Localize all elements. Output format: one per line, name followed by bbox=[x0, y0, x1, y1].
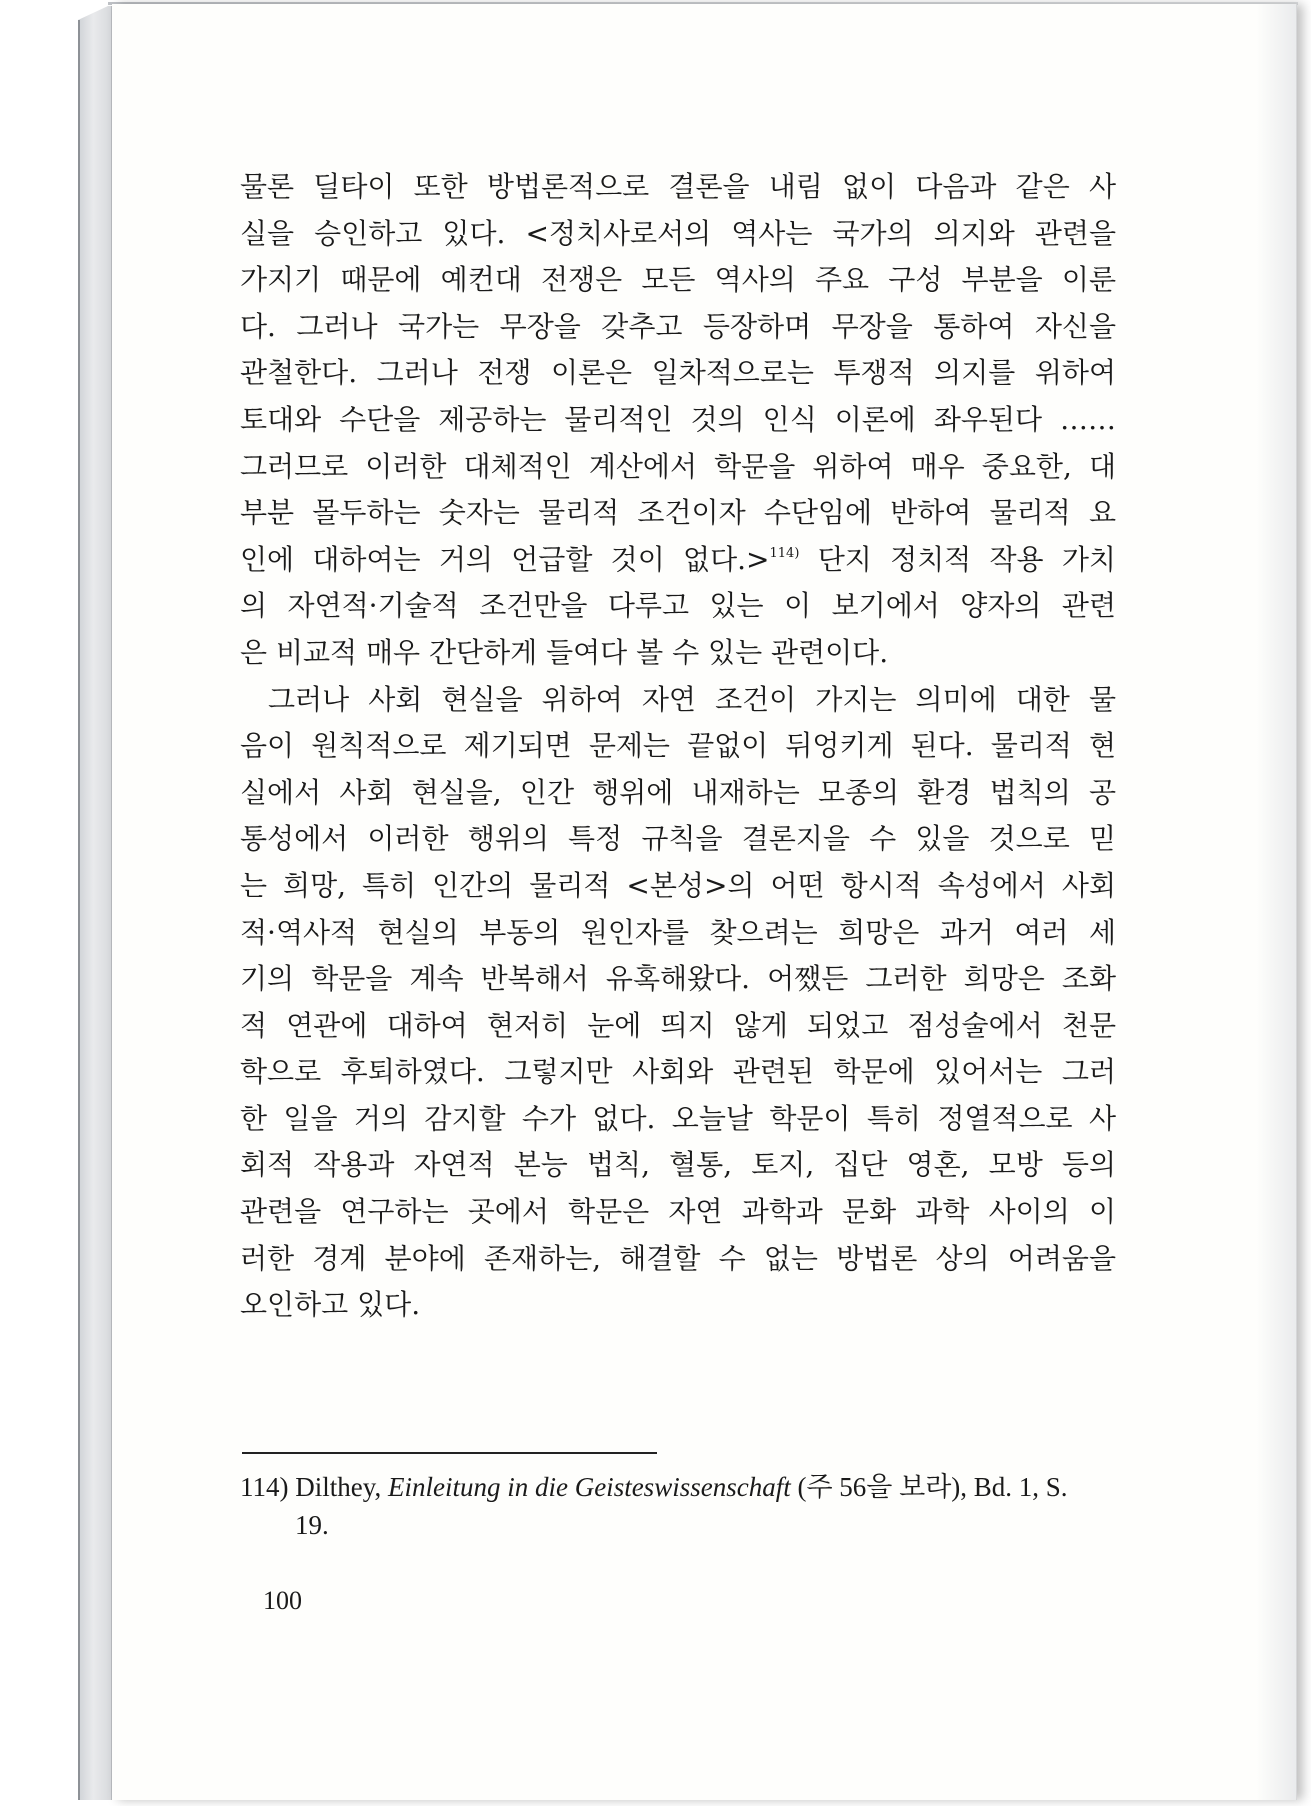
footnote-details: (주 56을 보라), Bd. 1, S. bbox=[797, 1472, 1068, 1502]
text-line: 는 희망, 특히 인간의 물리적 <본성>의 어떤 항시적 속성에서 사회 bbox=[240, 868, 1116, 902]
text-line-last: 오인하고 있다. bbox=[240, 1288, 421, 1322]
text-line: 관련을 연구하는 곳에서 학문은 자연 과학과 문화 과학 사이의 이 bbox=[240, 1195, 1116, 1229]
text-line: 가지기 때문에 예컨대 전쟁은 모든 역사의 주요 구성 부분을 이룬 bbox=[240, 263, 1116, 297]
text-line-indented: 그러나 사회 현실을 위하여 자연 조건이 가지는 의미에 대한 물 bbox=[268, 682, 1116, 716]
text-line-last: 은 비교적 매우 간단하게 들여다 볼 수 있는 관련이다. bbox=[240, 635, 889, 669]
footnote-line bbox=[240, 1468, 1116, 1506]
text-line: 음이 원칙적으로 제기되면 문제는 끝없이 뒤엉키게 된다. 물리적 현 bbox=[240, 729, 1116, 763]
text-line: 그러므로 이러한 대체적인 계산에서 학문을 위하여 매우 중요한, 대 bbox=[240, 449, 1116, 483]
footnote-number: 114) bbox=[240, 1472, 289, 1502]
text-line: 학으로 후퇴하였다. 그렇지만 사회와 관련된 학문에 있어서는 그러 bbox=[240, 1055, 1116, 1089]
body-text bbox=[240, 164, 1116, 1329]
text-line: 물론 딜타이 또한 방법론적으로 결론을 내림 없이 다음과 같은 사 bbox=[240, 170, 1116, 203]
footnote-title: Einleitung in die Geisteswissenschaft bbox=[387, 1472, 791, 1502]
text-line: 토대와 수단을 제공하는 물리적인 것의 인식 이론에 좌우된다 …… bbox=[240, 402, 1116, 436]
text-line: 실에서 사회 현실을, 인간 행위에 내재하는 모종의 환경 법칙의 공 bbox=[240, 775, 1116, 809]
book-spine bbox=[78, 6, 112, 1800]
text-line-with-footnote-ref bbox=[240, 537, 1116, 584]
text-before-ref: 인에 대하여는 거의 언급할 것이 없다.> bbox=[240, 542, 770, 576]
text-line: 적 연관에 대하여 현저히 눈에 띄지 않게 되었고 점성술에서 천문 bbox=[240, 1008, 1116, 1042]
page-edge-shadow bbox=[1256, 4, 1296, 1800]
footnote-separator bbox=[242, 1452, 657, 1454]
paragraph-1 bbox=[240, 164, 1116, 677]
text-line: 한 일을 거의 감지할 수가 없다. 오늘날 학문이 특히 정열적으로 사 bbox=[240, 1101, 1116, 1135]
text-line: 통성에서 이러한 행위의 특정 규칙을 결론지을 수 있을 것으로 믿 bbox=[240, 822, 1116, 856]
text-line: 부분 몰두하는 숫자는 물리적 조건이자 수단임에 반하여 물리적 요 bbox=[240, 496, 1116, 530]
text-after-ref: 단지 정치적 작용 가치 bbox=[799, 542, 1116, 576]
footnote-author: Dilthey, bbox=[295, 1472, 382, 1502]
text-line: 의 자연적·기술적 조건만을 다루고 있는 이 보기에서 양자의 관련 bbox=[240, 589, 1116, 623]
text-line: 회적 작용과 자연적 본능 법칙, 혈통, 토지, 집단 영혼, 모방 등의 bbox=[240, 1148, 1116, 1182]
text-line: 다. 그러나 국가는 무장을 갖추고 등장하며 무장을 통하여 자신을 bbox=[240, 309, 1116, 343]
text-line: 러한 경계 분야에 존재하는, 해결할 수 없는 방법론 상의 어려움을 bbox=[240, 1241, 1116, 1275]
text-line: 실을 승인하고 있다. <정치사로서의 역사는 국가의 의지와 관련을 bbox=[240, 216, 1116, 250]
footnote-continuation: 19. bbox=[295, 1510, 329, 1540]
text-line: 기의 학문을 계속 반복해서 유혹해왔다. 어쨌든 그러한 희망은 조화 bbox=[240, 962, 1116, 996]
spine-edge-line bbox=[78, 20, 80, 1800]
footnote-114 bbox=[240, 1468, 1116, 1544]
book-page bbox=[112, 4, 1297, 1800]
text-line: 관철한다. 그러나 전쟁 이론은 일차적으로는 투쟁적 의지를 위하여 bbox=[240, 356, 1116, 390]
text-line: 적·역사적 현실의 부동의 원인자를 찾으려는 희망은 과거 여러 세 bbox=[240, 915, 1116, 949]
paragraph-2 bbox=[240, 677, 1116, 1329]
page-number: 100 bbox=[263, 1586, 302, 1615]
footnote-reference: 114) bbox=[769, 545, 800, 561]
